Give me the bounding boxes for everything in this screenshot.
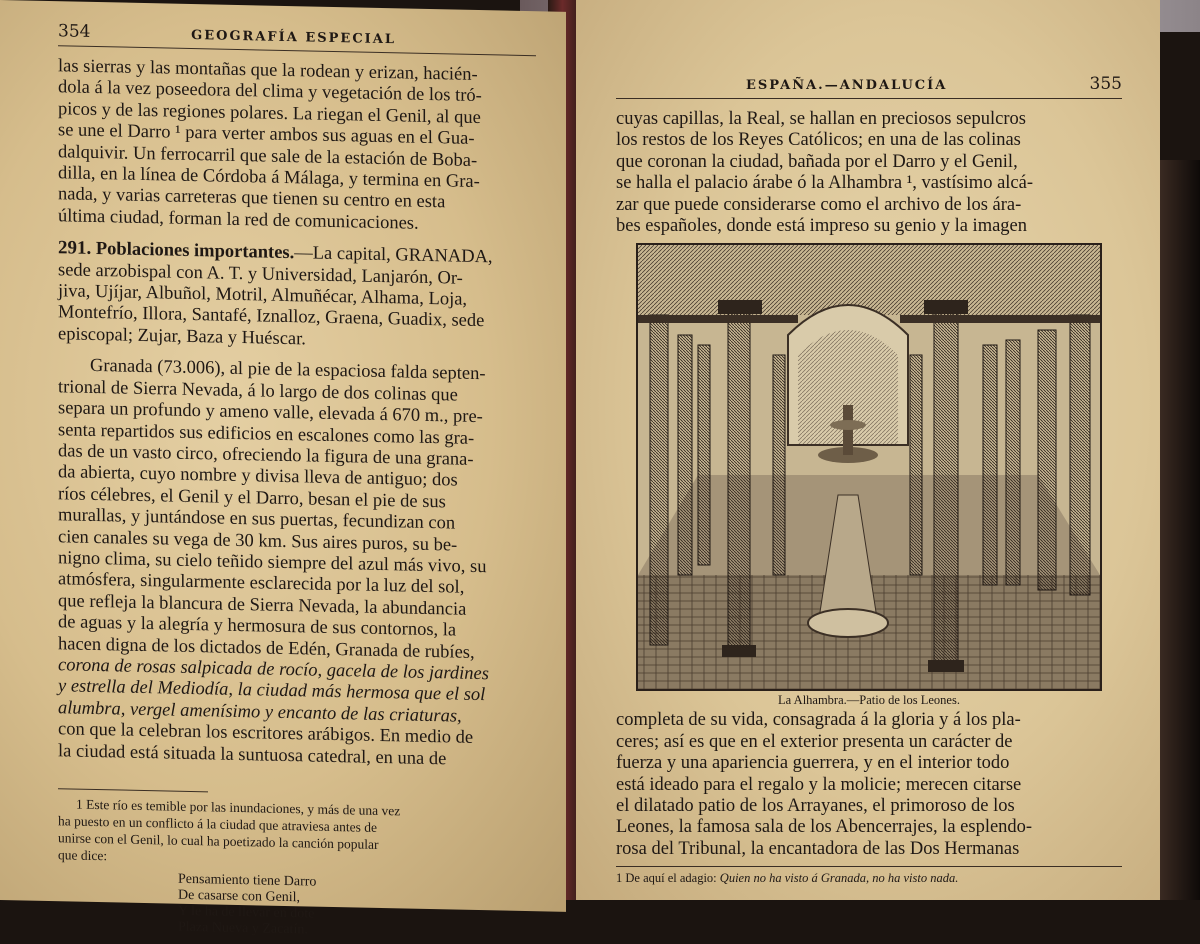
text-line: que refleja la blancura de Sierra Nevada, la abundancia	[58, 590, 467, 620]
left-page	[0, 0, 566, 938]
text-line: jiva, Ujíjar, Albuñol, Motril, Almuñécar, Alhama, Loja,	[58, 281, 468, 310]
left-header-title: GEOGRAFÍA ESPECIAL	[191, 28, 396, 48]
text-line: rosa del Tribunal, la encantadora de las Dos Hermanas	[616, 838, 1020, 859]
text-line: alumbra, vergel amenísimo y encanto de las criaturas,	[58, 697, 462, 727]
poem-line: De casarse con Genil,	[178, 887, 301, 906]
footnote-quote: Quien no ha visto á Granada, no ha visto nada.	[719, 871, 959, 886]
text-line: senta repartidos sus edificios en escalones como las gra-	[58, 419, 475, 449]
text-line: fuerza y una apariencia guerrera, y en el interior todo	[616, 753, 1010, 774]
left-intro-paragraph	[58, 56, 536, 237]
left-footnote	[58, 788, 536, 943]
right-running-head	[616, 74, 1122, 99]
text-line: ceres; así es que en el exterior presenta un carácter de	[616, 731, 1013, 752]
text-line: Montefrío, Illora, Santafé, Iznalloz, Graena, Guadix, sede	[58, 302, 485, 332]
section-title: Poblaciones importantes.	[95, 239, 295, 264]
poem-line: Pensamiento tiene Darro	[178, 871, 317, 890]
text-line: se halla el palacio árabe ó la Alhambra ¹, vastísimo alcá-	[616, 173, 1033, 194]
footnote-line: unirse con el Genil, lo cual ha poetizado la canción popular	[58, 830, 379, 852]
text-line: última ciudad, forman la red de comunicaciones.	[58, 206, 419, 234]
footnote-line: 1 Este río es temible por las inundaciones, y más de una vez	[76, 796, 401, 819]
text-line: separa un profundo y ameno valle, elevada á 670 m., pre-	[58, 398, 483, 428]
poem-line: Plaza Nueva y Zacatín.	[178, 919, 308, 938]
text-line: hacen digna de los dictados de Edén, Granada de rubíes,	[58, 633, 475, 663]
text-line: las sierras y las montañas que la rodean y erizan, hacién-	[58, 56, 478, 86]
left-page-number: 354	[58, 21, 91, 42]
text-line: episcopal; Zujar, Baza y Huéscar.	[58, 324, 306, 350]
text-line: picos y de las regiones polares. La riegan el Genil, al que	[58, 99, 481, 128]
text-line: que coronan la ciudad, bañada por el Darro y el Genil,	[616, 151, 1018, 172]
text-line: Leones, la famosa sala de los Abencerrajes, la esplendo-	[616, 817, 1033, 838]
text-line: ríos célebres, el Genil y el Darro, besan el pie de sus	[58, 483, 446, 513]
text-line: con que la celebran los escritores arábigos. En medio de	[58, 719, 474, 749]
right-header-title: ESPAÑA.—ANDALUCÍA	[746, 78, 948, 93]
right-bottom-paragraph	[616, 710, 1122, 860]
text-line: bes españoles, donde está impreso su genio y la imagen	[616, 216, 1028, 237]
text-line: Granada (73.006), al pie de la espaciosa falda septen-	[90, 356, 486, 385]
book-cover-edge	[1160, 160, 1200, 900]
text-line: atmósfera, singularmente esclarecida por la luz del sol,	[58, 569, 465, 599]
text-line: dola á la vez poseedora del clima y vegetación de los tró-	[58, 77, 482, 107]
engraving-image	[638, 245, 1100, 689]
section-number: 291.	[58, 237, 92, 260]
text-line: está ideado para el regalo y la molicie; merecen citarse	[616, 774, 1022, 795]
text-line: cuyas capillas, la Real, se hallan en preciosos sepulcros	[616, 109, 1026, 129]
illustration-caption: La Alhambra.—Patio de los Leones.	[778, 693, 960, 708]
text-line: completa de su vida, consagrada á la gloria y á los pla-	[616, 710, 1021, 731]
alhambra-engraving	[636, 243, 1102, 691]
right-footnote	[616, 866, 1122, 886]
text-line: nigno clima, su cielo teñido siempre del azul más vivo, su	[58, 548, 487, 578]
poem	[178, 872, 536, 943]
text-line: de aguas y la alegría y hermosura de sus contornos, la	[58, 612, 457, 641]
text-line: dalquivir. Un ferrocarril que sale de la estación de Boba-	[58, 141, 478, 171]
text-line: das de un vasto circo, ofreciendo la figura de una grana-	[58, 441, 474, 470]
text-line: cien canales su vega de 30 km. Sus aires puros, su be-	[58, 526, 458, 556]
text-line: los restos de los Reyes Católicos; en una de las colinas	[616, 130, 1021, 151]
text-line: nada, y varias carreteras que tienen su centro en esta	[58, 184, 446, 213]
footnote-rule	[58, 788, 208, 792]
text-line: la ciudad está situada la suntuosa catedral, en una de	[58, 740, 447, 769]
text-line: dilla, en la línea de Córdoba á Málaga, y termina en Gra-	[58, 163, 480, 193]
text-line: trional de Sierra Nevada, á lo largo de dos colinas que	[58, 376, 458, 406]
text-line: sede arzobispal con A. T. y Universidad, Lanjarón, Or-	[58, 259, 463, 289]
text-line: y estrella del Mediodía, la ciudad más hermosa que el sol	[58, 676, 486, 706]
footnote-line: ha puesto en un conflicto á la ciudad que atraviesa antes de	[58, 813, 377, 835]
text-line: corona de rosas salpicada de rocío, gacela de los jardines	[58, 655, 489, 685]
granada-paragraph	[58, 355, 536, 772]
text-line: el dilatado patio de los Arrayanes, el primoroso de los	[616, 796, 1015, 817]
right-top-paragraph	[616, 109, 1122, 237]
text-line: da abierta, cuyo nombre y divisa lleva de antiguo; dos	[58, 462, 458, 491]
text-line: zar que puede considerarse como el archivo de los ára-	[616, 194, 1022, 215]
section-291	[58, 237, 536, 355]
right-page-number: 355	[1089, 74, 1122, 94]
text-line: murallas, y juntándose en sus puertas, fecundizan con	[58, 505, 456, 534]
footnote-line: que dice:	[58, 847, 108, 864]
left-running-head	[58, 21, 536, 56]
footnote-lead: 1 De aquí el adagio:	[616, 871, 717, 886]
text-line: —La capital, GRANADA,	[294, 243, 493, 268]
right-page	[576, 0, 1160, 900]
text-line: se une el Darro ¹ para verter ambos sus aguas en el Gua-	[58, 120, 475, 150]
poem-line: Y le ha de llevar en dote	[178, 903, 315, 922]
